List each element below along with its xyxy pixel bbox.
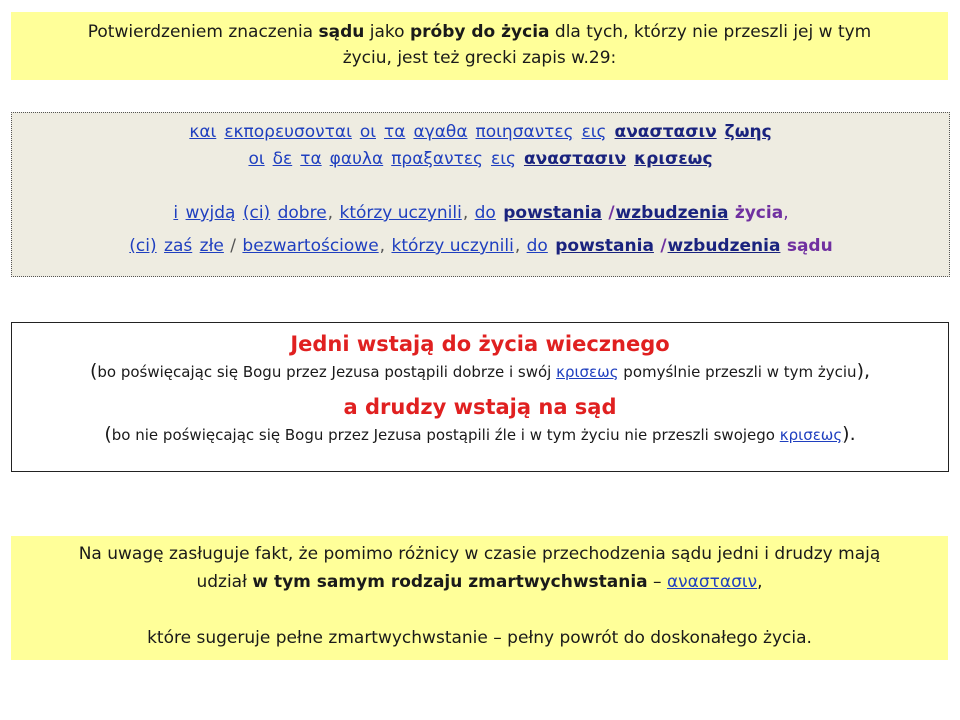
conclusion-text: udział bbox=[196, 572, 253, 592]
conclusion-line-3: które sugeruje pełne zmartwychwstanie – pełny powrót do doskonałego życia. bbox=[147, 628, 812, 648]
conclusion-line-1: Na uwagę zasługuje fakt, że pomimo różnicy w czasie przechodzenia sądu jedni i drudzy mają bbox=[78, 544, 881, 564]
greek-word-link[interactable]: τα bbox=[300, 149, 322, 169]
greek-word-link[interactable]: εις bbox=[491, 149, 516, 169]
intro-text: Potwierdzeniem znaczenia bbox=[87, 22, 319, 42]
conclusion-line-2 bbox=[11, 568, 948, 596]
explanation-line-1 bbox=[12, 359, 948, 384]
intro-line-1 bbox=[11, 19, 948, 45]
polish-word-link[interactable]: i bbox=[173, 203, 179, 223]
krisews-link[interactable]: κρισεως bbox=[556, 363, 619, 381]
intro-text: dla tych, którzy nie przeszli jej w tym bbox=[549, 22, 872, 42]
greek-word-link[interactable]: ζωης bbox=[724, 122, 772, 142]
greek-word-link[interactable]: οι bbox=[248, 149, 265, 169]
heading-judgment: a drudzy wstają na sąd bbox=[343, 395, 617, 419]
punct: , bbox=[462, 203, 469, 223]
punct: , bbox=[514, 236, 521, 256]
intro-text: jako bbox=[364, 22, 410, 42]
greek-line-1 bbox=[12, 119, 949, 146]
explanation-text: pomyślnie przeszli w tym życiu bbox=[618, 363, 857, 381]
explanation-line-2 bbox=[12, 422, 948, 447]
greek-word-link[interactable]: πραξαντες bbox=[391, 149, 484, 169]
paren: ( bbox=[89, 360, 98, 382]
conclusion-text: – bbox=[647, 572, 667, 592]
polish-word-link[interactable]: (ci) bbox=[242, 203, 271, 223]
polish-word-link[interactable]: bezwartościowe bbox=[242, 236, 379, 256]
spacer bbox=[12, 384, 948, 392]
greek-word-link[interactable]: ποιησαντες bbox=[475, 122, 574, 142]
purple-word-zycia: życia bbox=[734, 203, 784, 223]
punct: , bbox=[783, 203, 789, 223]
greek-verse-box bbox=[11, 112, 950, 277]
punct: , bbox=[327, 203, 334, 223]
explanation-box bbox=[11, 322, 949, 472]
greek-word-link[interactable]: αγαθα bbox=[413, 122, 468, 142]
intro-line-2: życiu, jest też grecki zapis w.29: bbox=[342, 48, 617, 68]
conclusion-bold: w tym samym rodzaju zmartwychwstania bbox=[252, 572, 648, 592]
purple-word-sadu: sądu bbox=[786, 236, 833, 256]
paren: ), bbox=[856, 360, 871, 382]
krisews-link[interactable]: κρισεως bbox=[779, 426, 843, 444]
greek-word-link[interactable]: αναστασιν bbox=[614, 122, 717, 142]
polish-word-link[interactable]: wzbudzenia bbox=[667, 236, 781, 256]
polish-word-link[interactable]: dobre bbox=[277, 203, 327, 223]
explanation-text: bo poświęcając się Bogu przez Jezusa postąpili dobrze i swój bbox=[97, 363, 557, 381]
greek-word-link[interactable]: οι bbox=[359, 122, 376, 142]
conclusion-text: , bbox=[757, 572, 763, 592]
paren: ( bbox=[104, 423, 112, 445]
polish-word-link[interactable]: powstania bbox=[503, 203, 602, 223]
polish-line-2 bbox=[12, 230, 949, 263]
polish-word-link[interactable]: zaś bbox=[164, 236, 193, 256]
polish-line-1 bbox=[12, 197, 949, 230]
paren: ). bbox=[842, 423, 856, 445]
heading-eternal-life: Jedni wstają do życia wiecznego bbox=[290, 332, 670, 356]
intro-bold-sadu: sądu bbox=[318, 22, 365, 42]
greek-word-link[interactable]: και bbox=[189, 122, 217, 142]
polish-word-link[interactable]: wyjdą bbox=[185, 203, 236, 223]
explanation-text: bo nie poświęcając się Bogu przez Jezusa postąpili źle i w tym życiu nie przeszli swojego bbox=[111, 426, 780, 444]
slash: / bbox=[608, 203, 615, 223]
intro-bold-proby: próby do życia bbox=[409, 22, 550, 42]
anastasin-link[interactable]: αναστασιν bbox=[666, 572, 758, 592]
polish-word-link[interactable]: złe bbox=[199, 236, 224, 256]
spacer bbox=[12, 173, 949, 197]
punct: , bbox=[379, 236, 386, 256]
conclusion-box bbox=[11, 536, 948, 660]
polish-word-link[interactable]: którzy uczynili bbox=[339, 203, 462, 223]
polish-word-link[interactable]: do bbox=[526, 236, 548, 256]
greek-word-link[interactable]: δε bbox=[272, 149, 293, 169]
greek-word-link[interactable]: τα bbox=[384, 122, 406, 142]
polish-word-link[interactable]: którzy uczynili bbox=[391, 236, 514, 256]
greek-line-2 bbox=[12, 146, 949, 173]
slash: / bbox=[224, 236, 242, 256]
polish-word-link[interactable]: do bbox=[474, 203, 496, 223]
greek-word-link[interactable]: αναστασιν bbox=[523, 149, 627, 169]
greek-word-link[interactable]: εις bbox=[581, 122, 607, 142]
polish-word-link[interactable]: wzbudzenia bbox=[615, 203, 729, 223]
polish-word-link[interactable]: powstania bbox=[555, 236, 654, 256]
greek-word-link[interactable]: κρισεως bbox=[634, 149, 713, 169]
polish-word-link[interactable]: (ci) bbox=[129, 236, 157, 256]
intro-box bbox=[11, 12, 948, 80]
greek-word-link[interactable]: εκπορευσονται bbox=[224, 122, 352, 142]
slash: / bbox=[660, 236, 667, 256]
greek-word-link[interactable]: φαυλα bbox=[329, 149, 384, 169]
spacer bbox=[11, 596, 948, 624]
